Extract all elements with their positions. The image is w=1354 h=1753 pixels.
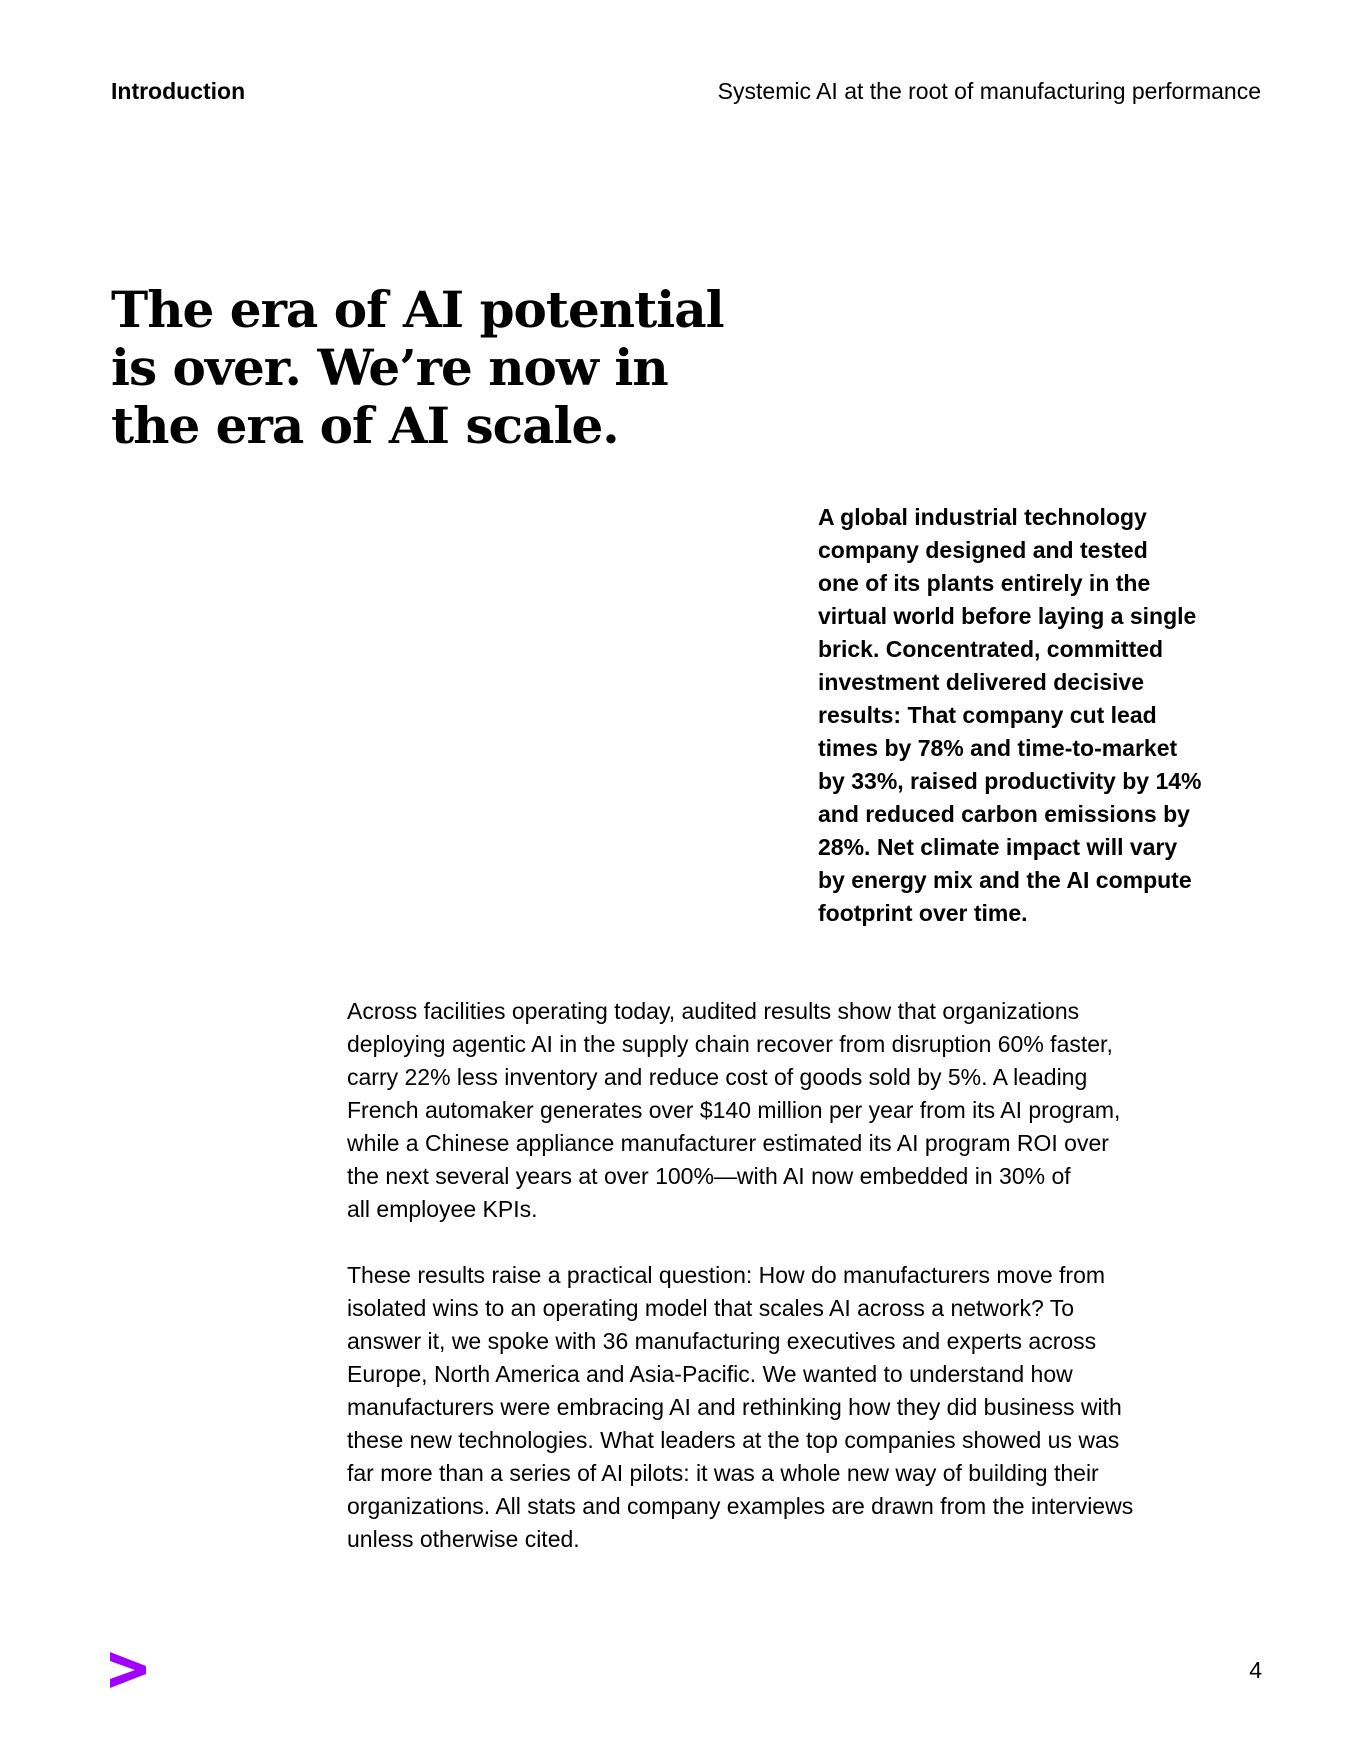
body-line: unless otherwise cited.: [347, 1526, 580, 1552]
page-headline: [111, 281, 731, 455]
callout-line: by 33%, raised productivity by 14%: [818, 768, 1202, 794]
headline-line: the era of AI scale.: [111, 396, 619, 455]
body-line: These results raise a practical question: How do manufacturers move from: [347, 1262, 1106, 1288]
body-line: French automaker generates over $140 million per year from its AI program,: [347, 1097, 1121, 1123]
callout-line: company designed and tested: [818, 537, 1148, 563]
callout-line: footprint over time.: [818, 900, 1028, 926]
body-line: these new technologies. What leaders at the top companies showed us was: [347, 1427, 1120, 1453]
body-line: isolated wins to an operating model that scales AI across a network? To: [347, 1295, 1075, 1321]
body-paragraph-1: [347, 995, 1247, 1226]
callout-line: virtual world before laying a single: [818, 603, 1197, 629]
body-line: organizations. All stats and company examples are drawn from the interviews: [347, 1493, 1134, 1519]
body-line: carry 22% less inventory and reduce cost of goods sold by 5%. A leading: [347, 1064, 1088, 1090]
chevron-right-icon: [110, 1652, 146, 1688]
callout-line: brick. Concentrated, committed: [818, 636, 1164, 662]
body-line: far more than a series of AI pilots: it was a whole new way of building their: [347, 1460, 1099, 1486]
callout-line: one of its plants entirely in the: [818, 570, 1151, 596]
callout-line: A global industrial technology: [818, 504, 1147, 530]
body-text: [347, 995, 1247, 1556]
callout-line: and reduced carbon emissions by: [818, 801, 1190, 827]
headline-line: The era of AI potential: [111, 280, 724, 339]
body-line: while a Chinese appliance manufacturer estimated its AI program ROI over: [347, 1130, 1109, 1156]
body-line: deploying agentic AI in the supply chain recover from disruption 60% faster,: [347, 1031, 1113, 1057]
report-title: Systemic AI at the root of manufacturing performance: [717, 78, 1261, 104]
headline-line: is over. We’re now in: [111, 338, 668, 397]
body-line: all employee KPIs.: [347, 1196, 538, 1222]
callout-text: [818, 501, 1258, 930]
body-line: Europe, North America and Asia-Pacific. We wanted to understand how: [347, 1361, 1073, 1387]
body-line: the next several years at over 100%—with AI now embedded in 30% of: [347, 1163, 1071, 1189]
callout-line: by energy mix and the AI compute: [818, 867, 1192, 893]
callout-line: times by 78% and time-to-market: [818, 735, 1178, 761]
callout-line: investment delivered decisive: [818, 669, 1144, 695]
callout-line: results: That company cut lead: [818, 702, 1157, 728]
callout-line: 28%. Net climate impact will vary: [818, 834, 1178, 860]
body-paragraph-2: [347, 1259, 1247, 1556]
body-line: answer it, we spoke with 36 manufacturing executives and experts across: [347, 1328, 1097, 1354]
section-label: Introduction: [111, 78, 246, 104]
body-line: Across facilities operating today, audited results show that organizations: [347, 998, 1080, 1024]
body-line: manufacturers were embracing AI and rethinking how they did business with: [347, 1394, 1122, 1420]
page-number: 4: [1249, 1657, 1262, 1683]
